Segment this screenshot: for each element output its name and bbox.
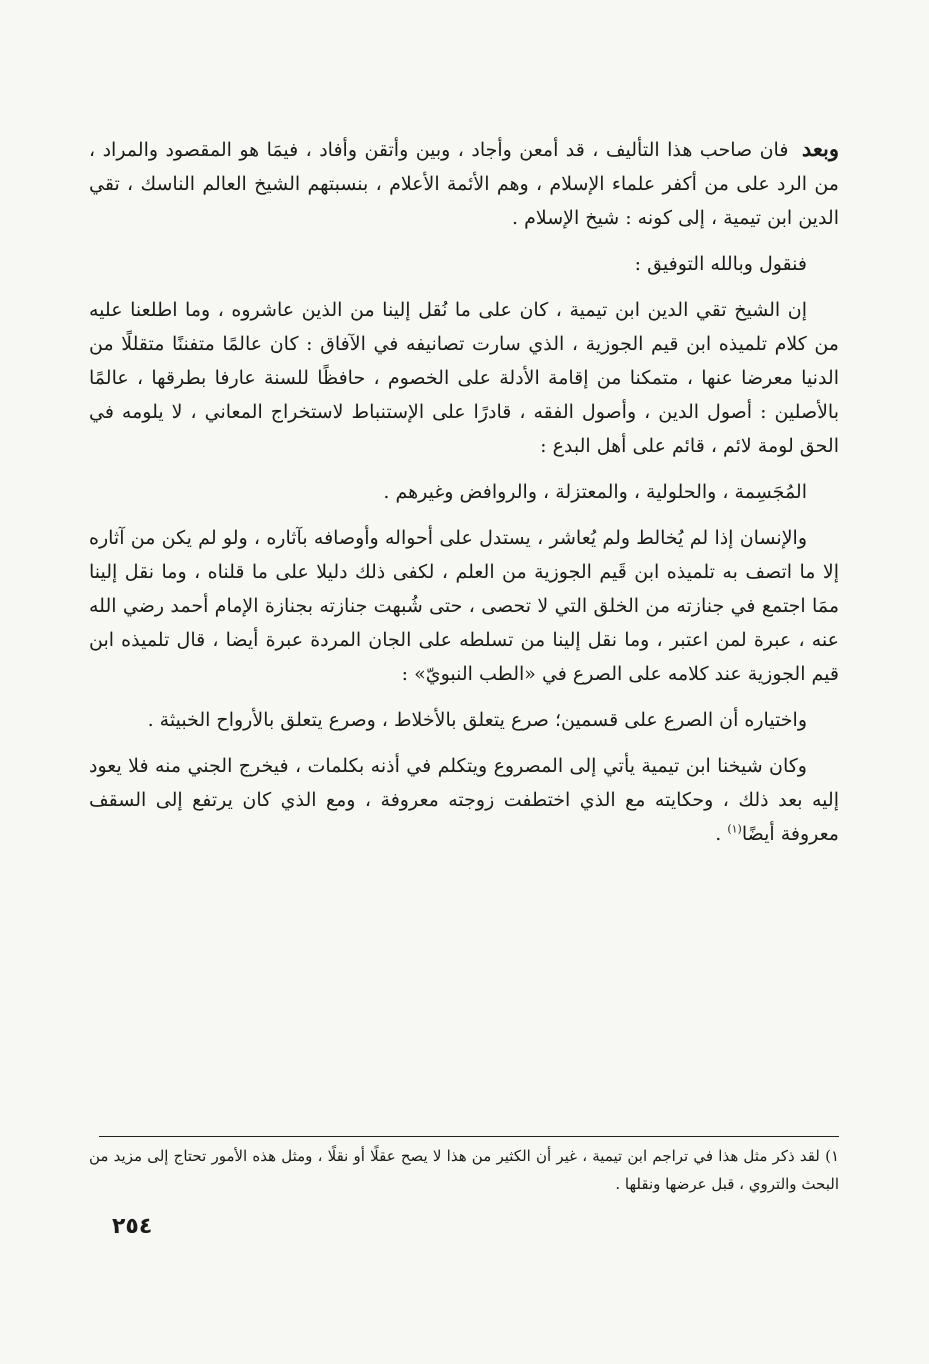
paragraph-shaykh-story-text: وكان شيخنا ابن تيمية يأتي إلى المصروع ويتكلم في أذنه بكلمات ، فيخرج الجني منه فلا يعود إليه بعد ذلك ، وحكايته مع الذي اختطفت زوجته معروفة ، ومع الذي كان يرتفع إلى السقف معروفة أيضًا	[89, 755, 839, 845]
paragraph-tawfiq: فنقول وبالله التوفيق :	[634, 253, 807, 275]
paragraph-epilepsy: واختياره أن الصرع على قسمين؛ صرع يتعلق بالأخلاط ، وصرع يتعلق بالأرواح الخبيثة .	[147, 709, 807, 731]
paragraph-effects: والإنسان إذا لم يُخالط ولم يُعاشر ، يستدل على أحواله وأوصافه بآثاره ، ولو لم يكن من آثاره إلا ما اتصف به تلميذه ابن قَيم الجوزية من العلم ، لكفى ذلك دليلا على ما قلناه ، وما نقل إلينا ممَا اجتمع في جنازته من الخلق التي لا تحصى ، حتى شُبهت جنازته بجنازة الإمام أحمد رضي الله عنه ، عبرة لمن اعتبر ، وما نقل إلينا من تسلطه على الجان المردة عبرة أيضا ، قال تلميذه ابن قيم الجوزية عند كلامه على الصرع في «الطب النبويّ» :	[89, 527, 839, 685]
footnote-text: لقد ذكر مثل هذا في تراجم ابن تيمية ، غير أن الكثير من هذا لا يصح عقلًا أو نقلًا ، ومثل هذه الأمور تحتاج إلى مزيد من البحث والتروي ، قبل عرضها ونقلها .	[89, 1147, 839, 1193]
intro-paragraph	[89, 132, 839, 235]
footnote-reference: (١)	[727, 822, 742, 836]
closing-period: .	[715, 823, 728, 845]
footnote-divider	[99, 1136, 839, 1137]
paragraph-sects: المُجَسِمة ، والحلولية ، والمعتزلة ، والروافض وغيرهم .	[383, 481, 807, 503]
paragraph-shaykh-story	[89, 749, 839, 851]
footnote	[89, 1142, 839, 1198]
page-number: ٢٥٤	[112, 1214, 153, 1239]
footnote-marker: ١)	[825, 1147, 839, 1165]
opening-word: وبعد	[801, 136, 839, 161]
paragraph-ibn-taymiyya-description: إن الشيخ تقي الدين ابن تيمية ، كان على ما نُقل إلينا من الذين عاشروه ، وما اطلعنا عليه من كلام تلميذه ابن قيم الجوزية ، الذي سارت تصانيفه في الآفاق : كان عالمًا متفننًا متقللًا من الدنيا معرضا عنها ، متمكنا من إقامة الأدلة على الخصوم ، حافظًا للسنة عارفا بطرقها ، عالمًا بالأصلين : أصول الدين ، وأصول الفقه ، قادرًا على الإستنباط لاستخراج المعاني ، لا يلومه في الحق لومة لائم ، قائم على أهل البدع :	[89, 299, 839, 457]
intro-text: فان صاحب هذا التأليف ، قد أمعن وأجاد ، وبين وأتقن وأفاد ، فيمَا هو المقصود والمراد ، من الرد على من أكفر علماء الإسلام ، وهم الأئمة الأعلام ، بنسبتهم الشيخ العالم الناسك ، تقي الدين ابن تيمية ، إلى كونه : شيخ الإسلام .	[89, 139, 839, 229]
main-text	[89, 132, 839, 851]
